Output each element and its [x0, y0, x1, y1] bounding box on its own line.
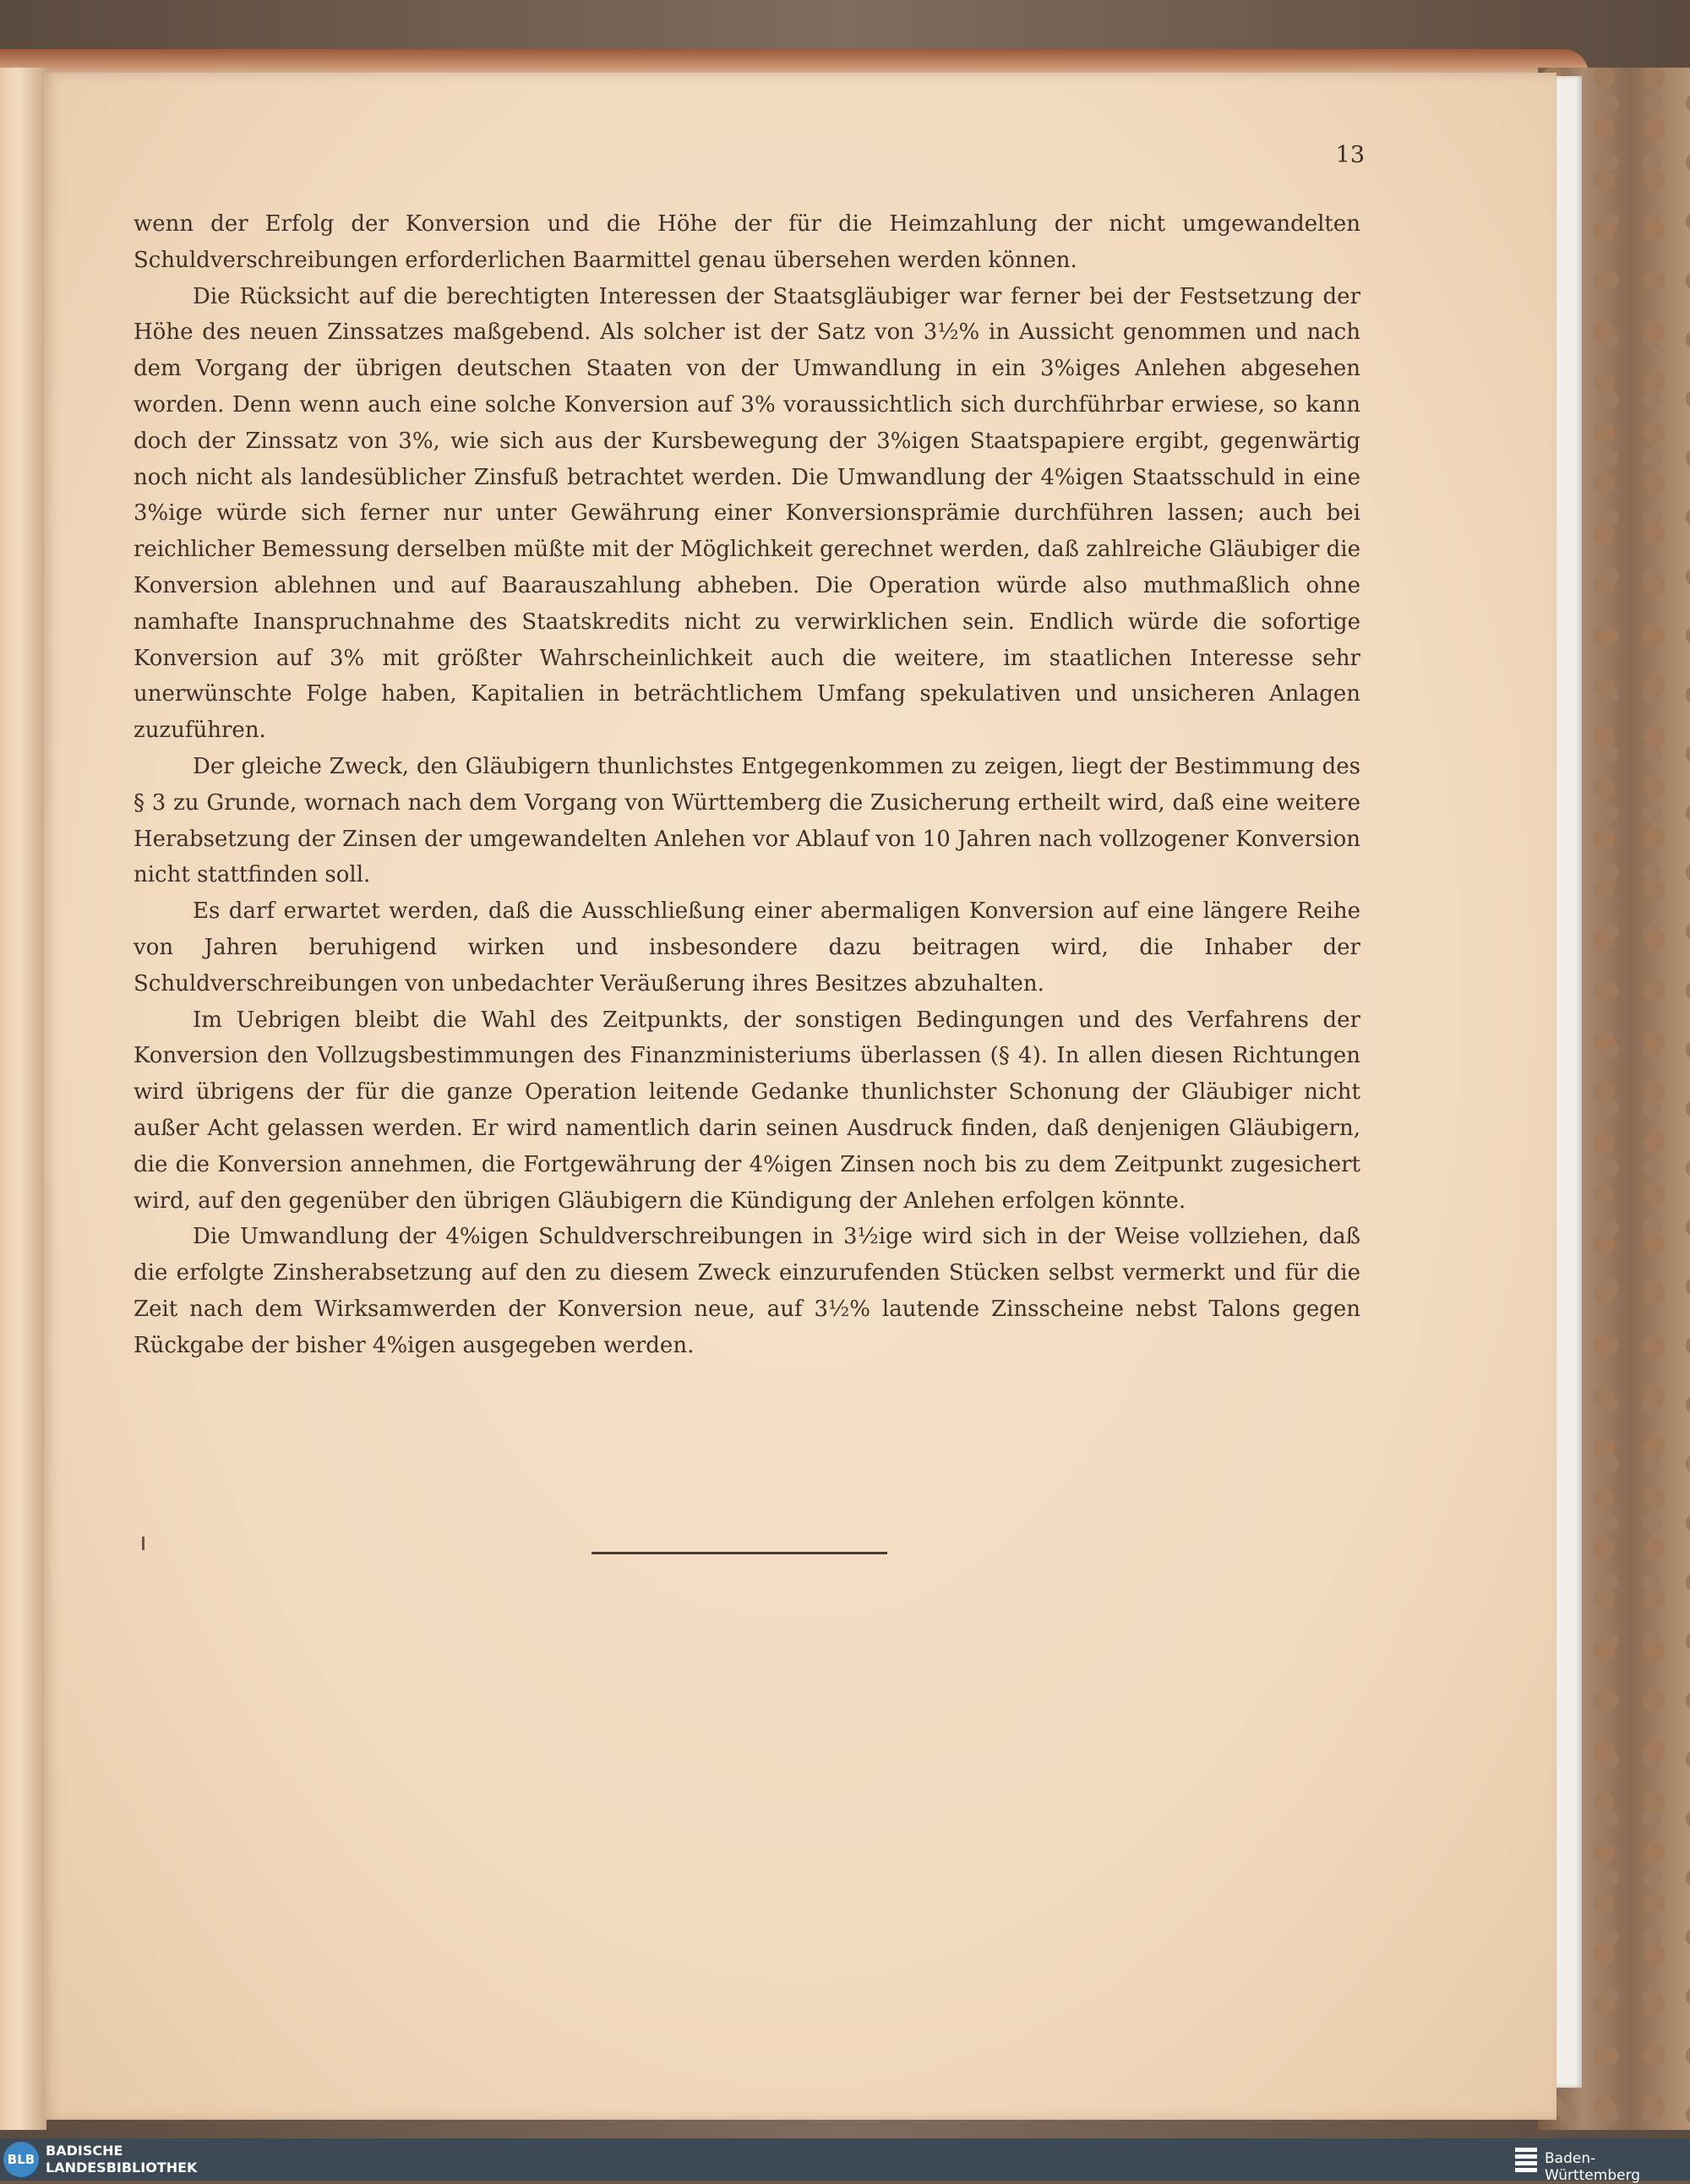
book-cover-top-edge	[0, 49, 1589, 74]
paragraph-4: Es darf erwartet werden, daß die Ausschließung einer abermaligen Konversion auf eine längere Reihe von Jahren beruhigend wirken und insbesondere dazu beitragen wird, die Inhaber der Schuldverschreibungen von unbedachter Veräußerung ihres Besitzes abzuhalten.	[134, 898, 1360, 996]
baden-wuerttemberg-lions-icon[interactable]	[1513, 2145, 1540, 2174]
page-number: 13	[1335, 142, 1365, 168]
state-name[interactable]: Baden-Württemberg	[1545, 2150, 1641, 2184]
page-stack-edge	[1556, 76, 1582, 2088]
library-name[interactable]	[46, 2143, 197, 2176]
paragraph-2: Die Rücksicht auf die berechtigten Interessen der Staatsgläubiger war ferner bei der Festsetzung der Höhe des neuen Zinssatzes maßgebend. Als solcher ist der Satz von 3½% in Aussicht genommen und nach dem Vorgang der übrigen deutschen Staaten von der Umwandlung in ein 3%iges Anlehen abgesehen worden. Denn wenn auch eine solche Konversion auf 3% voraussichtlich sich durchführbar erwiese, so kann doch der Zinssatz von 3%, wie sich aus der Kursbewegung der 3%igen Staatspapiere ergibt, gegenwärtig noch nicht als landesüblicher Zinsfuß betrachtet werden. Die Umwandlung der 4%igen Staatsschuld in eine 3%ige würde sich ferner nur unter Gewährung einer Konversionsprämie durchführen lassen; auch bei reichlicher Bemessung derselben müßte mit der Möglichkeit gerechnet werden, daß zahlreiche Gläubiger die Konversion ablehnen und auf Baarauszahlung abheben. Die Operation würde also muthmaßlich ohne namhafte Inanspruchnahme des Staatskredits nicht zu verwirklichen sein. Endlich würde die sofortige Konversion auf 3% mit größter Wahrscheinlichkeit auch die weitere, im staatlichen Interesse sehr unerwünschte Folge haben, Kapitalien in beträchtlichem Umfang spekulativen und unsicheren Anlagen zuzuführen.	[134, 283, 1360, 744]
library-name-line1: BADISCHE	[46, 2143, 123, 2159]
paragraph-1: wenn der Erfolg der Konversion und die Höhe der für die Heimzahlung der nicht umgewandelten Schuldverschreibungen erforderlichen Baarmittel genau übersehen werden können.	[134, 211, 1360, 273]
blb-logo-icon[interactable]: BLB	[3, 2142, 39, 2177]
paragraph-5: Im Uebrigen bleibt die Wahl des Zeitpunkts, der sonstigen Bedingungen und des Verfahrens der Konversion den Vollzugsbestimmungen des Finanzministeriums überlassen (§ 4). In allen diesen Richtungen wird übrigens der für die ganze Operation leitende Gedanke thunlichster Schonung der Gläubiger nicht außer Acht gelassen werden. Er wird namentlich darin seinen Ausdruck finden, daß denjenigen Gläubigern, die die Konversion annehmen, die Fortgewährung der 4%igen Zinsen noch bis zu dem Zeitpunkt zugesichert wird, auf den gegenüber den übrigen Gläubigern die Kündigung der Anlehen erfolgen könnte.	[134, 1007, 1360, 1214]
body-text	[134, 206, 1360, 1364]
paragraph-3: Der gleiche Zweck, den Gläubigern thunlichstes Entgegenkommen zu zeigen, liegt der Bestimmung des § 3 zu Grunde, wornach nach dem Vorgang von Württemberg die Zusicherung ertheilt wird, daß eine weitere Herabsetzung der Zinsen der umgewandelten Anlehen vor Ablauf von 10 Jahren nach vollzogener Konversion nicht stattfinden soll.	[134, 753, 1360, 888]
end-rule-divider	[592, 1552, 887, 1554]
viewer-footer-bar	[0, 2138, 1690, 2184]
paragraph-6: Die Umwandlung der 4%igen Schuldverschreibungen in 3½ige wird sich in der Weise vollziehen, daß die erfolgte Zinsherabsetzung auf den zu diesem Zweck einzurufenden Stücken selbst vermerkt und für die Zeit nach dem Wirksamwerden der Konversion neue, auf 3½% lautende Zinsscheine nebst Talons gegen Rückgabe der bisher 4%igen ausgegeben werden.	[134, 1224, 1360, 1358]
facing-page-edge	[0, 68, 46, 2130]
library-name-line2: LANDESBIBLIOTHEK	[46, 2159, 198, 2176]
print-speck	[142, 1537, 144, 1550]
